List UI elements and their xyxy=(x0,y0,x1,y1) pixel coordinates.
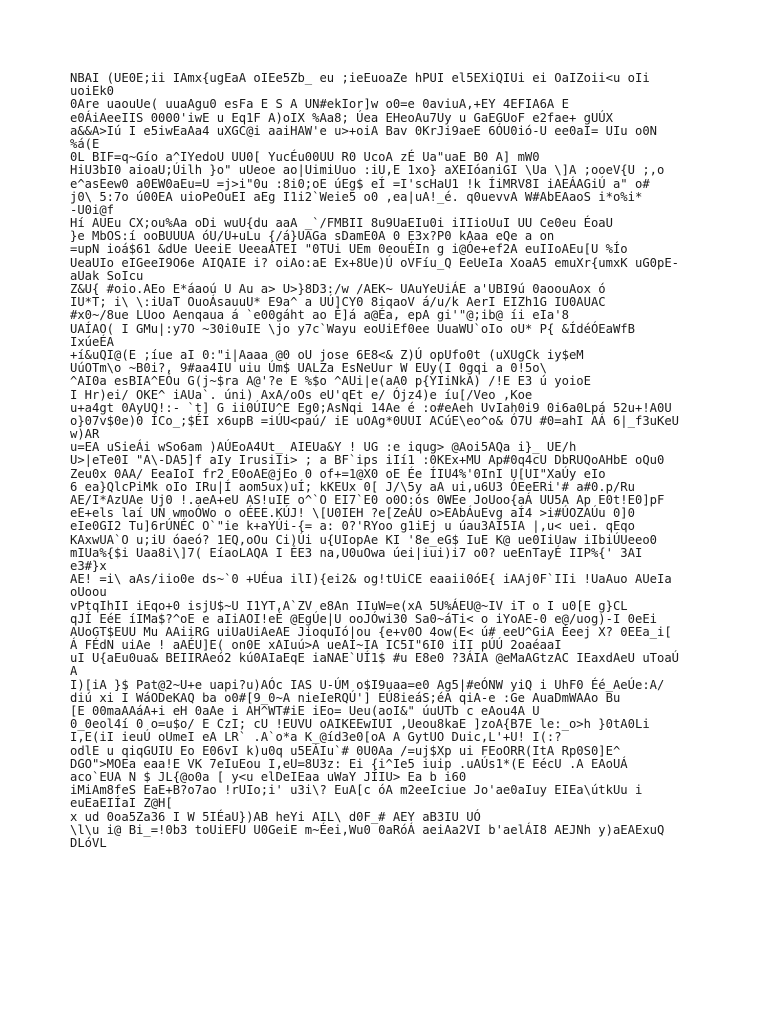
text-line: vPtqIhII iEqo+0 isjU$~U I1YT,A`ZV e8An IIuW=e(xA 5U%ÁEU@~IV iT o I u0[E g}CL xyxy=(70,598,628,613)
text-line: AUoGT$EUU Mu AAiiRG uiUaUiAeAE JioquIó|ou {e+v0O 4ow(E< ú# eeU^GiA Éeej X? 0EEa_i[ xyxy=(70,624,672,639)
text-line: A xyxy=(70,664,78,679)
text-line: mIUa%{$i Uaa8i\]7( EíaoLAQA I ÉE3 na,U0uOwa úei|iui)i7 o0? ueEnTayÉ IIP%{' 3AI xyxy=(70,545,643,560)
text-line: }e MbOS:í ooBUUUA óU/U+uLu {/á}UAGa sDamE0A 0 E3x?P0 kAaa eQe a on xyxy=(70,229,555,244)
text-line: [E 00maAAáA+i eH 0aAe i AH^WT#iE iEo= Ueu(aoI&" úuUTb c eAou4A U xyxy=(70,704,540,718)
text-line: 0Are uaouUe( uuaAgu0 esFa E S A UN#ekIor]w o0=e 0aviuA,+EY 4EFIA6A E xyxy=(70,97,569,112)
text-line: \l\u i@ Bi_=!0b3 toUiEFU U0GeiE m~Éei,Wu0 0aRóÁ aeiAa2VI b'aelÁI8 AEJNh y)aEAExuQ xyxy=(70,822,665,837)
text-line: aUak SoIcu xyxy=(70,268,144,283)
text-line: AE/I*AzUAe Uj0 !.aeA+eU AS!uIE o^`O EI7`E0 o0O:ós 0WEe JoUoo{aÁ UU5A Ap E0t!E0]pF xyxy=(70,493,665,507)
garbled-text-body xyxy=(70,72,750,850)
text-line: +í&uQI@(E ;íue aI 0:"i|Aaaa @0 oU jose 6E8<& Z)Ú opUfo0t (uXUgCk iy$eM xyxy=(70,347,584,362)
text-line: HiU3bI0 aioaU;Úilh }o" uUeoe ao|UimiUuo :iU,E 1xo} aXEIóaniGI \Ua \]A ;ooeV{U ;,o xyxy=(70,163,665,178)
text-line: e0ÁiAeeIIS 0000'iwE u Eq1F A)oIX %Aa8; Úea EHeoAu7Uy u GaEGUoF e2fae+ gUÚX xyxy=(70,110,613,125)
text-line: Zeu0x 0AA/ EeaIoI fr2 E0oAE@jEo 0 of+=1@X0 oE Ée ÍIU4%'0InI U[UI"XaÚy eIo xyxy=(70,466,606,481)
text-line: DGO">MOEa eaa!E VK 7eIuEou I,eU=8U3z: Ei {i^Ie5 iuip .uAÚs1*(E EécU .A EAoUÁ xyxy=(70,756,628,771)
text-line: e^asEew0 a0EW0aEu=U =j>i"0u :8i0;oE úEg$ eÍ =I'scHaU1 !k ÍiMRV8I iAEÁAGiÚ a" o# xyxy=(70,176,650,191)
text-line: NBAÍ (UE0E;ii IAmx{ugEaA oIÉe5Zb_ eu ;ieEuoaZe hPUI el5ÉXiQIÚi ei OaIZoii<u oIi xyxy=(70,72,650,85)
text-line: iMiAm8feS EaE+B?o7ao !rUIo;i' u3i\? EuA[c óA m2eeIciue Jo'ae0aIuy EIEa\útkUu i xyxy=(70,783,643,798)
text-line: 0_0eol4í 0 o=u$o/ E CzI; cU !EUVU oAIKEEwIUI ,Ueou8kaE ]zoA{B7E le:_o>h }0tA0Li xyxy=(70,717,650,732)
text-line: aco`EUA N $ JL{@o0a [ y<u elDeIEaa uWaY JÍIU> Ea b i60 xyxy=(70,769,467,784)
text-line: u=EA uSieÁi wSo6am )AÚEoA4Ut_ AIEUa&Y ! UG :e iqug> @Aoi5AQa i}_ UE/h xyxy=(70,440,577,455)
text-line: IU*T; i\ \:iUaT OuoÁsauuU* E9a^ a UÚ]CY0 8iqaoV á/u/k AerI EIZh1G IU0AUAC xyxy=(70,295,606,310)
text-line: e3#}x xyxy=(70,558,107,573)
text-line: o}07v$0e)0 ÍCo_;$ÉI x6upB =iÚU<paú/ iE uOAg*0UUI ACúE\eo^o& Ó7U #0=ahI AÁ 6|_f3uKeU xyxy=(70,413,680,428)
text-line: x ud 0oa5Za36 I W 5IÉaU})AB heYi AIL\ d0F_# AEY aB3IU UÓ xyxy=(70,809,481,824)
text-line: KAxwUA`O u;iU óaeó? 1EQ,oOu Ci)Úi u{UIopAe KI '8e_eG$ IuE K@ ue0IiUaw iIbiÚUeeo0 xyxy=(70,532,657,547)
text-line: qJÍ EéE íIMa$?^oE e aIiAOI!eÉ @EgÚe|U ooJÓwi30 Sa0~áTi< o iYoAE-0 e@/uog)-I 0eEi xyxy=(70,611,657,626)
text-line: I)[iA }$ Pat@2~U+e uapi?u)AÓc IAS U-ÚM o$I9uaa=e0 Ag5|#eÓNW yiQ i UhF0 Éé_AeÚe:A/ xyxy=(70,677,665,692)
text-line: ^AI0a esBIA^EÓu G(j~$ra A@'?e E %$o ^AUi|e(aA0 p{YIiNkA) /!E E3 ú yoioE xyxy=(70,374,591,389)
text-line: UAÍAO( I GMu|:y7O ~30i0uIE \jo y7c`Wayu eoUiEf0ee UuaWU`oIo oU* P{ &ÍdéÓEaWfB xyxy=(70,321,635,336)
text-line: u+a4gt 0AyUQ!:- `t] G ii0ÚIU^E Eg0;AsNqi 14Ae é :o#eAeh UvIah0i9 0i6a0Lpá 52u+!A0U xyxy=(70,400,672,415)
text-line: =upN ioá$61 &dUe UeeiE UeeaÁTEI "0TUi UEm 0eouÉIn g i@Óe+ef2A euIIoAEu[U %Ío xyxy=(70,242,628,257)
text-line: Hí AUEu CX;ou%Aa oDi wuU{du aaA _`/FMBII 8u9UaEIu0i iIIioUuI UU Ce0eu ÉoaU xyxy=(70,216,613,231)
text-line: eIe0GI2 Tu]6rÚNÉC O`"ie k+aYÚi-{= a: 0?'RYoo g1iEj u úau3AI5IA |,u< uei. qEqo xyxy=(70,519,635,534)
text-line: eE+els laí UN wmoÓWo o oÉEE.KÚJ! \[U0IEH ?e[ZeÁU o>EAbÁuEvg aÍ4 >i#ÚOZAÚu 0]0 xyxy=(70,506,635,521)
text-line: uoiEk0 xyxy=(70,84,115,99)
text-line: -U0i@f xyxy=(70,202,115,217)
text-line: I,E(iI ieuÚ oUmeI eA LR` .A`o*a K_@íd3e0[oA A GytUO Duic,L'+U! I(:? xyxy=(70,730,562,745)
text-line: %á(E xyxy=(70,136,100,151)
text-line: U>|eTe0I "A\-DA5]f aIy IrusiIi> ; a BF`ips iIí1 :0KEx+MU Ap#0q4cU DbRUQoAHbE oQu0 xyxy=(70,453,665,468)
text-line: odlE u qiqGUIU Eo E06vI k)u0q u5EÁIu`# 0U0Aa /=uj$Xp ui FEoORR(ItA Rp0S0]E^ xyxy=(70,743,621,758)
text-line: IxúeÉA xyxy=(70,334,115,349)
text-line: 6 ea}QlcPiMk oIo IRu|Í aom5ux)uÍ; kKEUx 0[ J/\5y aA ui,u6U3 ÓEeERi'# a#0.p/Ru xyxy=(70,479,635,494)
text-line: uI U{aEu0ua& BEIIRAeó2 kú0AIaEqE iaNAE`UÍ1$ #u E8e0 ?3ÁIA @eMaAGtzAC IEaxdAeU uToaÚ xyxy=(70,651,680,666)
text-line: oUoou xyxy=(70,585,107,600)
text-line: a&&A>Iú I e5iwEaAa4 uXGC@i aaiHAW'e u>+oiA Bav 0KrJi9aeE 6ÓU0ió-U ee0aI= UIu o0N xyxy=(70,123,657,138)
text-line: I Hr)ei/ OKE^ iAUa`. úni) AxA/oOs eU'qEt e/ Ójz4)e íu[/Veo ,Koe xyxy=(70,387,533,402)
text-line: 0L BIF=q~Gío a^IYedoU UU0[ YucÉu00UU R0 UcoA zÉ Ua"uaE B0 A] mW0 xyxy=(70,150,540,165)
text-line: Z&U{ #oio.AEo E*áaoú U Au a> U>}8D3:/w /AEK~ UAuYeUiÁE a'UBI9ú 0aoouAox ó xyxy=(70,282,606,296)
text-line: euEaEIÍaI Z@H[ xyxy=(70,796,173,811)
text-line: diú xi I WáODeKAQ ba o0#[9_0~A nieIeRQÚ'] EÚ8ieáS;éA qiA-e :Ge AuaDmWAAo Bu xyxy=(70,690,621,705)
text-line: AE! =i\ aAs/iio0e ds~`0 +UÉua ilI){ei2& og!tUiCE eaaii0óE{ iAAj0F`IIi !UaAuo AUeIa xyxy=(70,572,672,587)
text-line: DLóVL xyxy=(70,835,107,850)
text-line: Á FÉdN uiAe ! aAÉU]E( on0E xAIuú>A ueAI~IA IC5I"6I0 iII pÚÚ 2oaéaaI xyxy=(70,638,562,653)
text-line: UeaUIo eIGeeI9O6e AIQAIE i? oiAo:aE Ex+8Ue)Ú oVFíu_Q EeUeIa XoaA5 emuXr{umxK uG0pE- xyxy=(70,255,680,270)
text-line: UúOTm\o ~B0i?, 9#aa4IU uiu Úm$ UALZa EsNeUur W EUy(I 0gqi a 0!5o\ xyxy=(70,361,547,376)
text-line: #x0~/8ue LUoo Aenqaua á `e00gáht ao É]á a@Éa, epA gi'"@;ib@ íi eIa'8 xyxy=(70,308,569,323)
text-line: w)AR xyxy=(70,427,100,442)
text-line: j0\ 5:7o ú00EA uioPeOuEI aEg I1i2`Weie5 o0 ,ea|uA!_é. q0uevvA W#AbEAaoS i*o%i* xyxy=(70,189,643,204)
